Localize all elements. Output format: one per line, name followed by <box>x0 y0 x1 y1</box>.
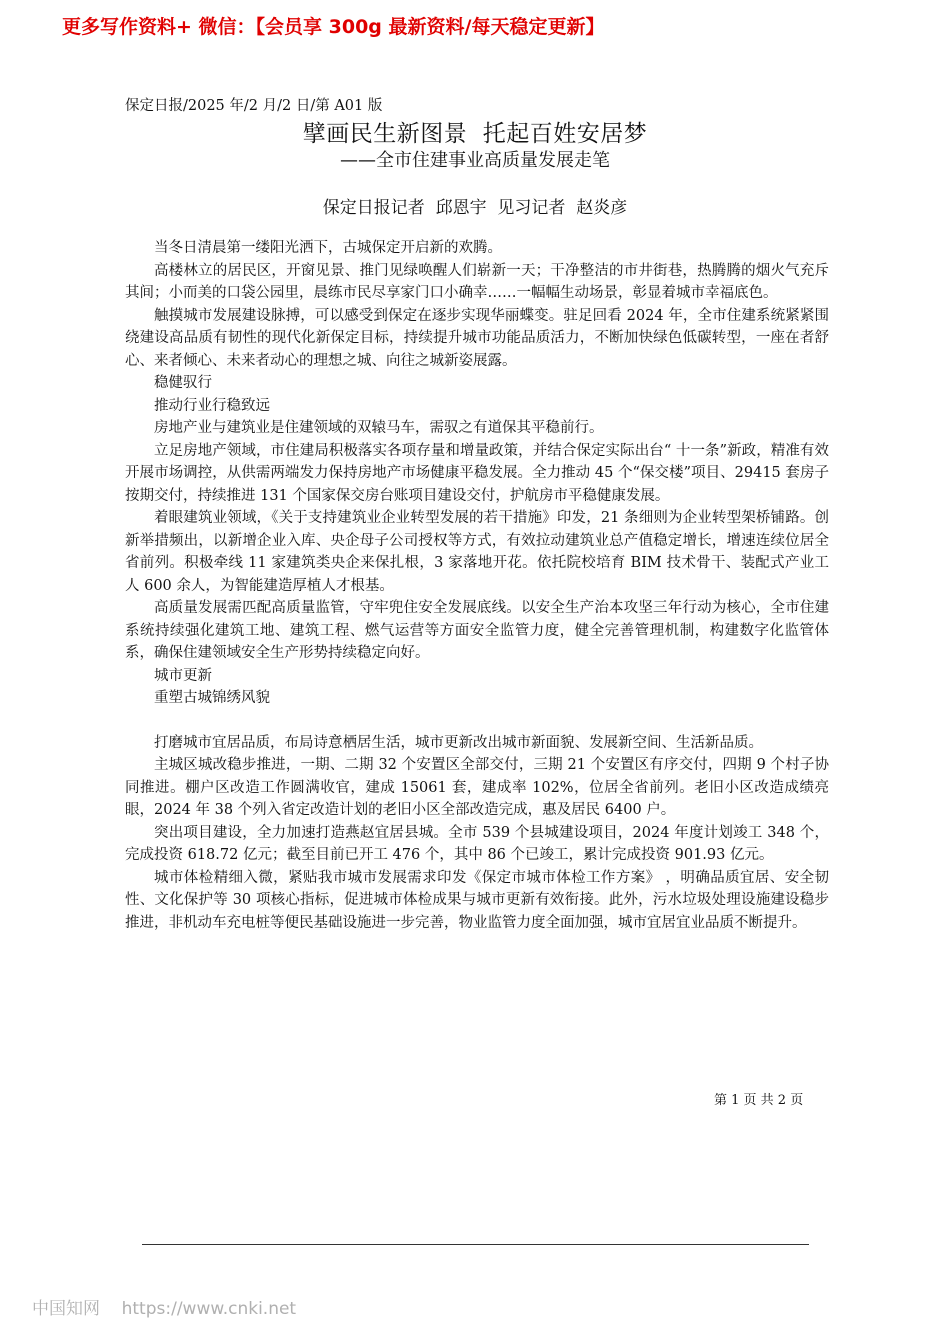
article-body <box>125 237 829 934</box>
paragraph: 触摸城市发展建设脉搏，可以感受到保定在逐步实现华丽蝶变。驻足回看 2024 年，全市住建系统紧紧围绕建设高品质有韧性的现代化新保定目标，持续提升城市功能品质活力，不断加快绿色低碳转型，一座在者舒心、来者倾心、未来者动心的理想之城、向往之城新姿展露。 <box>125 307 829 369</box>
promo-banner: 更多写作资料+ 微信：【会员享 300g 最新资料/每天稳定更新】 <box>62 16 605 38</box>
section-heading: 城市更新 <box>154 667 212 684</box>
paragraph: 城市体检精细入微，紧贴我市城市发展需求印发《保定市城市体检工作方案》 ，明确品质宜居、安全韧性、文化保护等 30 项核心指标，促进城市体检成果与城市更新有效衔接。此外，污水垃圾处理设施建设稳步推进，非机动车充电桩等便民基础设施进一步完善，物业监管力度全面加强，城市宜居宜业品质不断提升。 <box>125 869 829 931</box>
paragraph: 突出项目建设，全力加速打造燕赵宜居县城。全市 539 个县城建设项目，2024 年度计划竣工 348 个，完成投资 618.72 亿元；截至目前已开工 476 个，其中 86 个已竣工，累计完成投资 901.93 亿元。 <box>125 824 829 863</box>
section-subheading: 推动行业行稳致远 <box>154 397 270 414</box>
page-indicator: 第 1 页 共 2 页 <box>714 1093 804 1108</box>
paragraph: 高质量发展需匹配高质量监管，守牢兜住安全发展底线。以安全生产治本攻坚三年行动为核心，全市住建系统持续强化建筑工地、建筑工程、燃气运营等方面安全监管力度，健全完善管理机制，构建数字化监管体系，确保住建领域安全生产形势持续稳定向好。 <box>125 600 829 661</box>
section-heading: 稳健驭行 <box>154 375 212 391</box>
source-line: 保定日报/2025 年/2 月/2 日/第 A01 版 <box>125 98 383 114</box>
paragraph: 立足房地产领域，市住建局积极落实各项存量和增量政策，并结合保定实际出台“ 十一条”新政，精准有效开展市场调控，从供需两端发力保持房地产市场健康平稳发展。全力推动 45 个“保交楼”项目、29415 套房子按期交付，持续推进 131 个国家保交房台账项目建设交付，护航房市平稳健康发展。 <box>125 442 829 504</box>
section-subheading: 重塑古城锦绣风貌 <box>154 690 270 706</box>
paragraph: 着眼建筑业领域，《关于支持建筑业企业转型发展的若干措施》印发，21 条细则为企业转型架桥铺路。创新举措频出，以新增企业入库、央企母子公司授权等方式，有效拉动建筑业总产值稳定增长，增速连续位居全省前列。积极牵线 11 家建筑类央企来保扎根，3 家落地开花。依托院校培育 BIM 技术骨干、装配式产业工人 600 余人，为智能建造厚植人才根基。 <box>125 510 829 594</box>
paragraph: 主城区城改稳步推进，一期、二期 32 个安置区全部交付，三期 21 个安置区有序交付，四期 9 个村子协同推进。棚户区改造工作圆满收官，建成 15061 套，建成率 102%，位居全省前列。老旧小区改造成绩亮眼，2024 年 38 个列入省定改造计划的老旧小区全部改造完成，惠及居民 6400 户。 <box>125 757 829 818</box>
footer-divider <box>142 1244 809 1245</box>
footer-watermark: 中国知网 https://www.cnki.net <box>32 1299 297 1319</box>
blank-line <box>125 710 829 732</box>
article-subtitle: ——全市住建事业高质量发展走笔 <box>340 150 610 171</box>
paragraph: 房地产业与建筑业是住建领域的双辕马车，需驭之有道保其平稳前行。 <box>154 420 604 436</box>
byline: 保定日报记者 邱恩宇 见习记者 赵炎彦 <box>322 198 628 218</box>
paragraph: 打磨城市宜居品质，布局诗意栖居生活，城市更新改出城市新面貌、发展新空间、生活新品质。 <box>154 734 763 751</box>
paragraph: 当冬日清晨第一缕阳光洒下，古城保定开启新的欢腾。 <box>154 240 502 256</box>
paragraph: 高楼林立的居民区，开窗见景、推门见绿唤醒人们崭新一天；干净整洁的市井街巷，热腾腾的烟火气充斥其间；小而美的口袋公园里，晨练市民尽享家门口小确幸……一幅幅生动场景，彰显着城市幸福底色。 <box>125 262 829 301</box>
article-title: 擘画民生新图景 托起百姓安居梦 <box>302 121 648 147</box>
